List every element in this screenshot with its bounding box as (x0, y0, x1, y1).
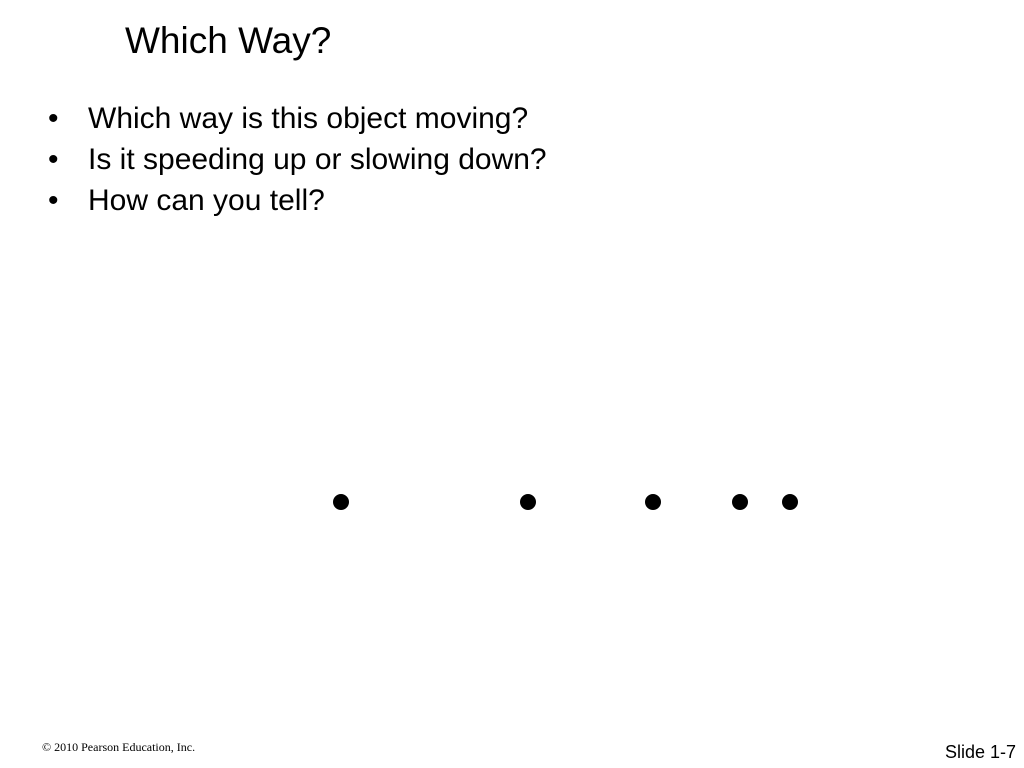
bullet-item (48, 139, 547, 180)
motion-dot (732, 494, 748, 510)
bullet-text: Which way is this object moving? (88, 102, 529, 135)
bullet-item (48, 98, 547, 139)
motion-dot (520, 494, 536, 510)
motion-dot (782, 494, 798, 510)
bullet-item (48, 180, 547, 221)
bullet-text: Is it speeding up or slowing down? (88, 143, 547, 176)
motion-dot (645, 494, 661, 510)
copyright-footer: © 2010 Pearson Education, Inc. (42, 740, 196, 754)
motion-dot (333, 494, 349, 510)
bullet-marker: • (48, 184, 59, 217)
bullet-marker: • (48, 143, 59, 176)
slide-title: Which Way? (125, 20, 332, 61)
bullet-list (48, 98, 547, 221)
slide-number: Slide 1-7 (944, 742, 1016, 762)
bullet-marker: • (48, 102, 59, 135)
bullet-text: How can you tell? (88, 184, 325, 217)
